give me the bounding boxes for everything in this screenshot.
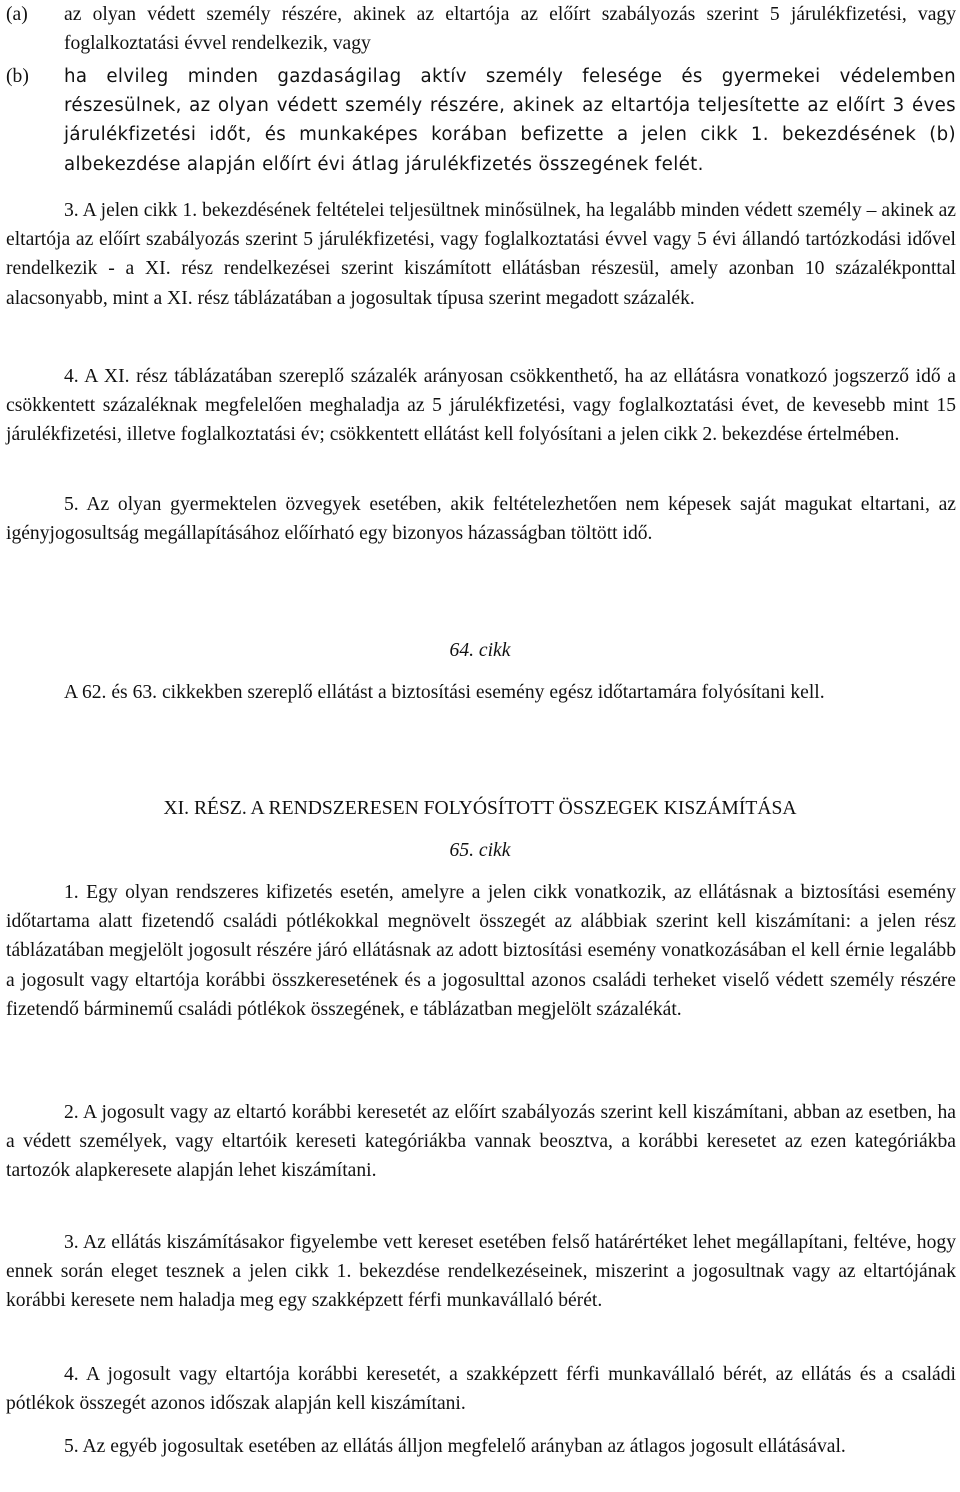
article-heading-65: 65. cikk	[449, 840, 511, 861]
list-item-label: (b)	[6, 66, 29, 87]
paragraph-4: 4. A XI. rész táblázatában szereplő százalék arányosan csökkenthető, ha az ellátásra vonatkozó jogszerző idő a csökkentett százaléknak megfelelően meghaladja az 5 járulékfizetési, vagy foglalkoztatási évet, de kevesebb mint 15 járulékfizetési, illetve foglalkoztatási év; csökkentett ellátást kell folyósítani a jelen cikk 2. bekezdése értelmében.	[6, 366, 956, 446]
article-65-paragraph-2: 2. A jogosult vagy az eltartó korábbi keresetét az előírt szabályozás szerint kell kiszámítani, abban az esetben, ha a védett személyek, vagy eltartóik kereseti kategóriákba vannak beosztva, a korábbi keresetet az ezen kategóriákba tartozók alapkeresete alapján lehet kiszámítani.	[6, 1102, 956, 1182]
list-item-text: ha elvileg minden gazdaságilag aktív személy felesége és gyermekei védelemben részesülnek, az olyan védett személy részére, akinek az eltartója teljesítette az előírt 3 éves járulékfizetési időt, és munkaképes korában befizette a jelen cikk 1. bekezdésének (b) albekezdése alapján előírt évi átlag járulékfizetés összegének felét.	[64, 66, 956, 175]
article-heading-64: 64. cikk	[449, 640, 511, 661]
article-65-paragraph-4: 4. A jogosult vagy eltartója korábbi keresetét, a szakképzett férfi munkavállaló bérét, az ellátás és a családi pótlékok összegét azonos időszak alapján kell kiszámítani.	[6, 1364, 956, 1415]
list-item-b	[6, 62, 956, 179]
article-65-paragraph-1: 1. Egy olyan rendszeres kifizetés esetén, amelyre a jelen cikk vonatkozik, az ellátásnak a biztosítási esemény időtartama alatt fizetendő családi pótlékokkal megnövelt összegét az alábbiak szerint kell kiszámítani: a jelen rész táblázatában megjelölt jogosult részére járó ellátásnak az adott biztosítási esemény vonatkozásában el kell érnie legalább a jogosult vagy eltartója korábbi összkeresetének és a jogosulttal azonos családi terheket viselő védett személy részére fizetendő bárminemű családi pótlékok összegének, e táblázatban megjelölt százalékát.	[6, 882, 956, 1020]
part-title: XI. RÉSZ. A RENDSZERESEN FOLYÓSÍTOTT ÖSSZEGEK KISZÁMÍTÁSA	[163, 798, 797, 819]
list-item-label: (a)	[6, 4, 28, 25]
paragraph-5: 5. Az olyan gyermektelen özvegyek esetében, akik feltételezhetően nem képesek saját magukat eltartani, az igényjogosultság megállapításához előírható egy bizonyos házasságban töltött idő.	[6, 494, 956, 545]
article-64-text: A 62. és 63. cikkekben szereplő ellátást a biztosítási esemény egész időtartamára folyósítani kell.	[64, 682, 825, 703]
list-item-a	[6, 0, 956, 58]
article-65-paragraph-5: 5. Az egyéb jogosultak esetében az ellátás álljon megfelelő arányban az átlagos jogosult ellátásával.	[64, 1436, 846, 1457]
paragraph-3: 3. A jelen cikk 1. bekezdésének feltételei teljesültnek minősülnek, ha legalább minden védett személy – akinek az eltartója az előírt szabályozás szerint 5 járulékfizetési, vagy foglalkoztatási évvel vagy 5 évi állandó tartózkodási idővel rendelkezik - a XI. rész rendelkezései szerint kiszámított ellátásban részesül, amely azonban 10 százalékponttal alacsonyabb, mint a XI. rész táblázatában a jogosultak típusa szerint megadott százalék.	[6, 200, 956, 309]
article-65-paragraph-3: 3. Az ellátás kiszámításakor figyelembe vett kereset esetében felső határértéket lehet megállapítani, feltéve, hogy ennek során eleget tesznek a jelen cikk 1. bekezdése rendelkezéseinek, miszerint a jogosultnak vagy az eltartójának korábbi keresete nem haladja meg egy szakképzett férfi munkavállaló bérét.	[6, 1232, 956, 1312]
list-item-text: az olyan védett személy részére, akinek az eltartója az előírt szabályozás szerint 5 járulékfizetési, vagy foglalkoztatási évvel rendelkezik, vagy	[64, 4, 956, 55]
